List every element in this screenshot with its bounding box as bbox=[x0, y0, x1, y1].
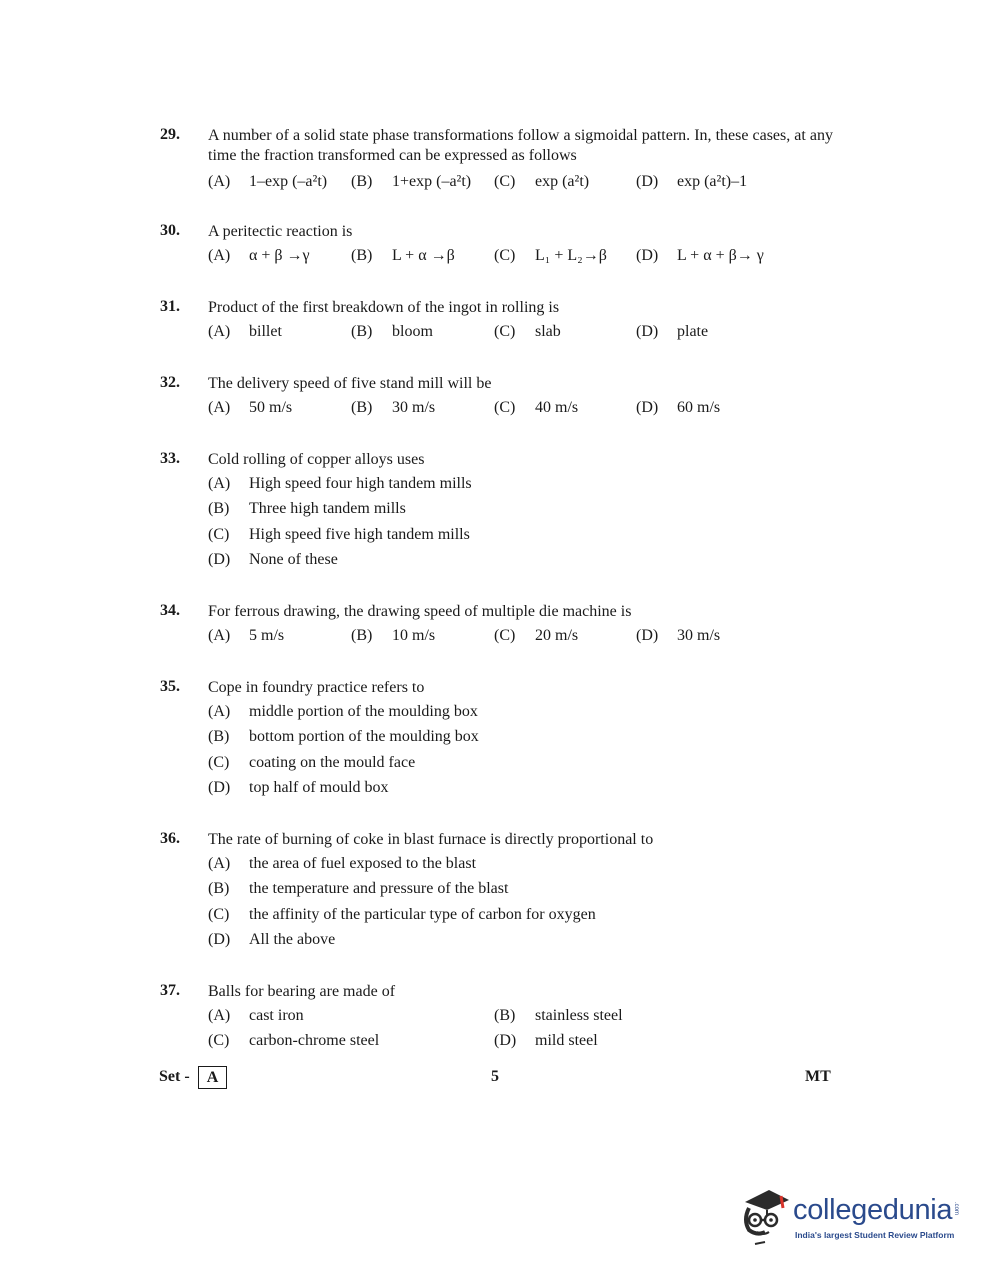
option-label: (D) bbox=[636, 173, 659, 190]
option-b bbox=[351, 247, 455, 265]
option-label: (A) bbox=[208, 627, 231, 644]
option-d bbox=[636, 627, 720, 645]
option-text: exp (a²t)–1 bbox=[677, 173, 748, 190]
option-b bbox=[351, 399, 435, 417]
option-text: the temperature and pressure of the blast bbox=[249, 880, 509, 897]
option-label: (A) bbox=[208, 703, 231, 720]
option-text: None of these bbox=[249, 551, 338, 568]
paper-code: MT bbox=[805, 1068, 831, 1085]
option-c bbox=[494, 173, 589, 191]
option-text: L + α + β→ γ bbox=[677, 247, 764, 264]
option-text: mild steel bbox=[535, 1032, 598, 1049]
option-d bbox=[494, 1032, 598, 1050]
option-label: (A) bbox=[208, 855, 231, 872]
option-text: 20 m/s bbox=[535, 627, 579, 644]
set-value-box: A bbox=[198, 1066, 227, 1089]
option-label: (B) bbox=[351, 247, 373, 264]
option-text: L₁ + L₂→β bbox=[535, 247, 607, 264]
option-c bbox=[208, 1032, 379, 1050]
option-d bbox=[208, 779, 389, 797]
option-a bbox=[208, 1007, 304, 1025]
option-c bbox=[494, 627, 578, 645]
option-b bbox=[351, 627, 435, 645]
option-label: (B) bbox=[208, 500, 230, 517]
option-label: (A) bbox=[208, 247, 231, 264]
question-text: Cold rolling of copper alloys uses bbox=[208, 451, 425, 468]
option-text: bottom portion of the moulding box bbox=[249, 728, 479, 745]
option-text: stainless steel bbox=[535, 1007, 623, 1024]
option-text: All the above bbox=[249, 931, 336, 948]
option-label: (A) bbox=[208, 399, 231, 416]
mascot-icon bbox=[735, 1180, 795, 1250]
question-text: The rate of burning of coke in blast furnace is directly proportional to bbox=[208, 831, 654, 848]
option-text: 10 m/s bbox=[392, 627, 436, 644]
option-text: 40 m/s bbox=[535, 399, 579, 416]
collegedunia-logo bbox=[735, 1180, 965, 1250]
option-text: α + β →γ bbox=[249, 247, 310, 264]
page-number: 5 bbox=[491, 1068, 499, 1085]
question-number: 34. bbox=[160, 602, 180, 619]
option-c bbox=[208, 754, 415, 772]
option-a bbox=[208, 475, 472, 493]
option-text: 50 m/s bbox=[249, 399, 293, 416]
option-label: (D) bbox=[208, 779, 231, 796]
option-text: High speed five high tandem mills bbox=[249, 526, 470, 543]
question-text: Product of the first breakdown of the ingot in rolling is bbox=[208, 299, 560, 316]
option-a bbox=[208, 173, 327, 191]
option-label: (B) bbox=[208, 728, 230, 745]
option-label: (C) bbox=[208, 526, 230, 543]
option-text: middle portion of the moulding box bbox=[249, 703, 478, 720]
question-number: 29. bbox=[160, 126, 180, 143]
option-label: (B) bbox=[351, 173, 373, 190]
option-label: (D) bbox=[208, 551, 231, 568]
option-a bbox=[208, 703, 478, 721]
option-c bbox=[494, 247, 607, 265]
option-label: (A) bbox=[208, 323, 231, 340]
option-b bbox=[351, 173, 471, 191]
option-label: (D) bbox=[208, 931, 231, 948]
option-label: (C) bbox=[494, 399, 516, 416]
option-label: (C) bbox=[494, 323, 516, 340]
option-text: 60 m/s bbox=[677, 399, 721, 416]
option-label: (B) bbox=[351, 323, 373, 340]
option-text: the affinity of the particular type of carbon for oxygen bbox=[249, 906, 596, 923]
option-c bbox=[208, 526, 470, 544]
option-label: (C) bbox=[208, 1032, 230, 1049]
question-text: A number of a solid state phase transformations follow a sigmoidal pattern. In, these cases, at any time the fraction transformed can be expressed as follows bbox=[208, 127, 833, 164]
question-number: 37. bbox=[160, 982, 180, 999]
option-text: slab bbox=[535, 323, 561, 340]
option-label: (C) bbox=[494, 173, 516, 190]
set-label: Set - bbox=[159, 1068, 190, 1085]
option-text: the area of fuel exposed to the blast bbox=[249, 855, 477, 872]
option-text: carbon-chrome steel bbox=[249, 1032, 380, 1049]
option-label: (B) bbox=[208, 880, 230, 897]
option-d bbox=[636, 399, 720, 417]
option-label: (D) bbox=[494, 1032, 517, 1049]
option-a bbox=[208, 627, 284, 645]
question-text: The delivery speed of five stand mill will be bbox=[208, 375, 492, 392]
option-text: cast iron bbox=[249, 1007, 304, 1024]
option-b bbox=[351, 323, 433, 341]
option-text: coating on the mould face bbox=[249, 754, 416, 771]
option-d bbox=[636, 173, 747, 191]
question-number: 31. bbox=[160, 298, 180, 315]
option-text: Three high tandem mills bbox=[249, 500, 406, 517]
logo-wordmark: collegedunia bbox=[793, 1194, 953, 1226]
option-c bbox=[208, 906, 596, 924]
option-b bbox=[208, 500, 406, 518]
logo-tagline: India's largest Student Review Platform bbox=[795, 1230, 955, 1240]
question-text: For ferrous drawing, the drawing speed of multiple die machine is bbox=[208, 603, 632, 620]
option-a bbox=[208, 323, 282, 341]
option-d bbox=[208, 551, 338, 569]
option-label: (D) bbox=[636, 323, 659, 340]
option-d bbox=[208, 931, 335, 949]
option-label: (D) bbox=[636, 627, 659, 644]
option-d bbox=[636, 247, 764, 265]
option-text: 1+exp (–a²t) bbox=[392, 173, 472, 190]
option-label: (C) bbox=[208, 754, 230, 771]
option-c bbox=[494, 323, 561, 341]
question-number: 33. bbox=[160, 450, 180, 467]
option-b bbox=[208, 880, 508, 898]
option-text: billet bbox=[249, 323, 282, 340]
option-text: 5 m/s bbox=[249, 627, 285, 644]
option-text: High speed four high tandem mills bbox=[249, 475, 472, 492]
option-label: (C) bbox=[494, 627, 516, 644]
option-label: (A) bbox=[208, 1007, 231, 1024]
option-b bbox=[494, 1007, 623, 1025]
option-text: L + α →β bbox=[392, 247, 455, 264]
option-text: 30 m/s bbox=[392, 399, 436, 416]
option-text: 30 m/s bbox=[677, 627, 721, 644]
option-text: top half of mould box bbox=[249, 779, 389, 796]
question-number: 36. bbox=[160, 830, 180, 847]
question-text: Balls for bearing are made of bbox=[208, 983, 396, 1000]
option-d bbox=[636, 323, 708, 341]
logo-domain-suffix: .com bbox=[953, 1202, 959, 1216]
option-label: (A) bbox=[208, 173, 231, 190]
option-label: (D) bbox=[636, 247, 659, 264]
option-label: (A) bbox=[208, 475, 231, 492]
option-text: bloom bbox=[392, 323, 433, 340]
question-text: A peritectic reaction is bbox=[208, 223, 353, 240]
option-label: (B) bbox=[351, 627, 373, 644]
option-a bbox=[208, 399, 292, 417]
option-text: plate bbox=[677, 323, 709, 340]
option-b bbox=[208, 728, 479, 746]
question-number: 35. bbox=[160, 678, 180, 695]
option-a bbox=[208, 247, 310, 265]
option-text: exp (a²t) bbox=[535, 173, 590, 190]
question-text: Cope in foundry practice refers to bbox=[208, 679, 425, 696]
option-c bbox=[494, 399, 578, 417]
question-number: 30. bbox=[160, 222, 180, 239]
option-a bbox=[208, 855, 476, 873]
option-label: (B) bbox=[494, 1007, 516, 1024]
option-text: 1–exp (–a²t) bbox=[249, 173, 328, 190]
option-label: (C) bbox=[208, 906, 230, 923]
option-label: (D) bbox=[636, 399, 659, 416]
option-label: (B) bbox=[351, 399, 373, 416]
question-number: 32. bbox=[160, 374, 180, 391]
option-label: (C) bbox=[494, 247, 516, 264]
